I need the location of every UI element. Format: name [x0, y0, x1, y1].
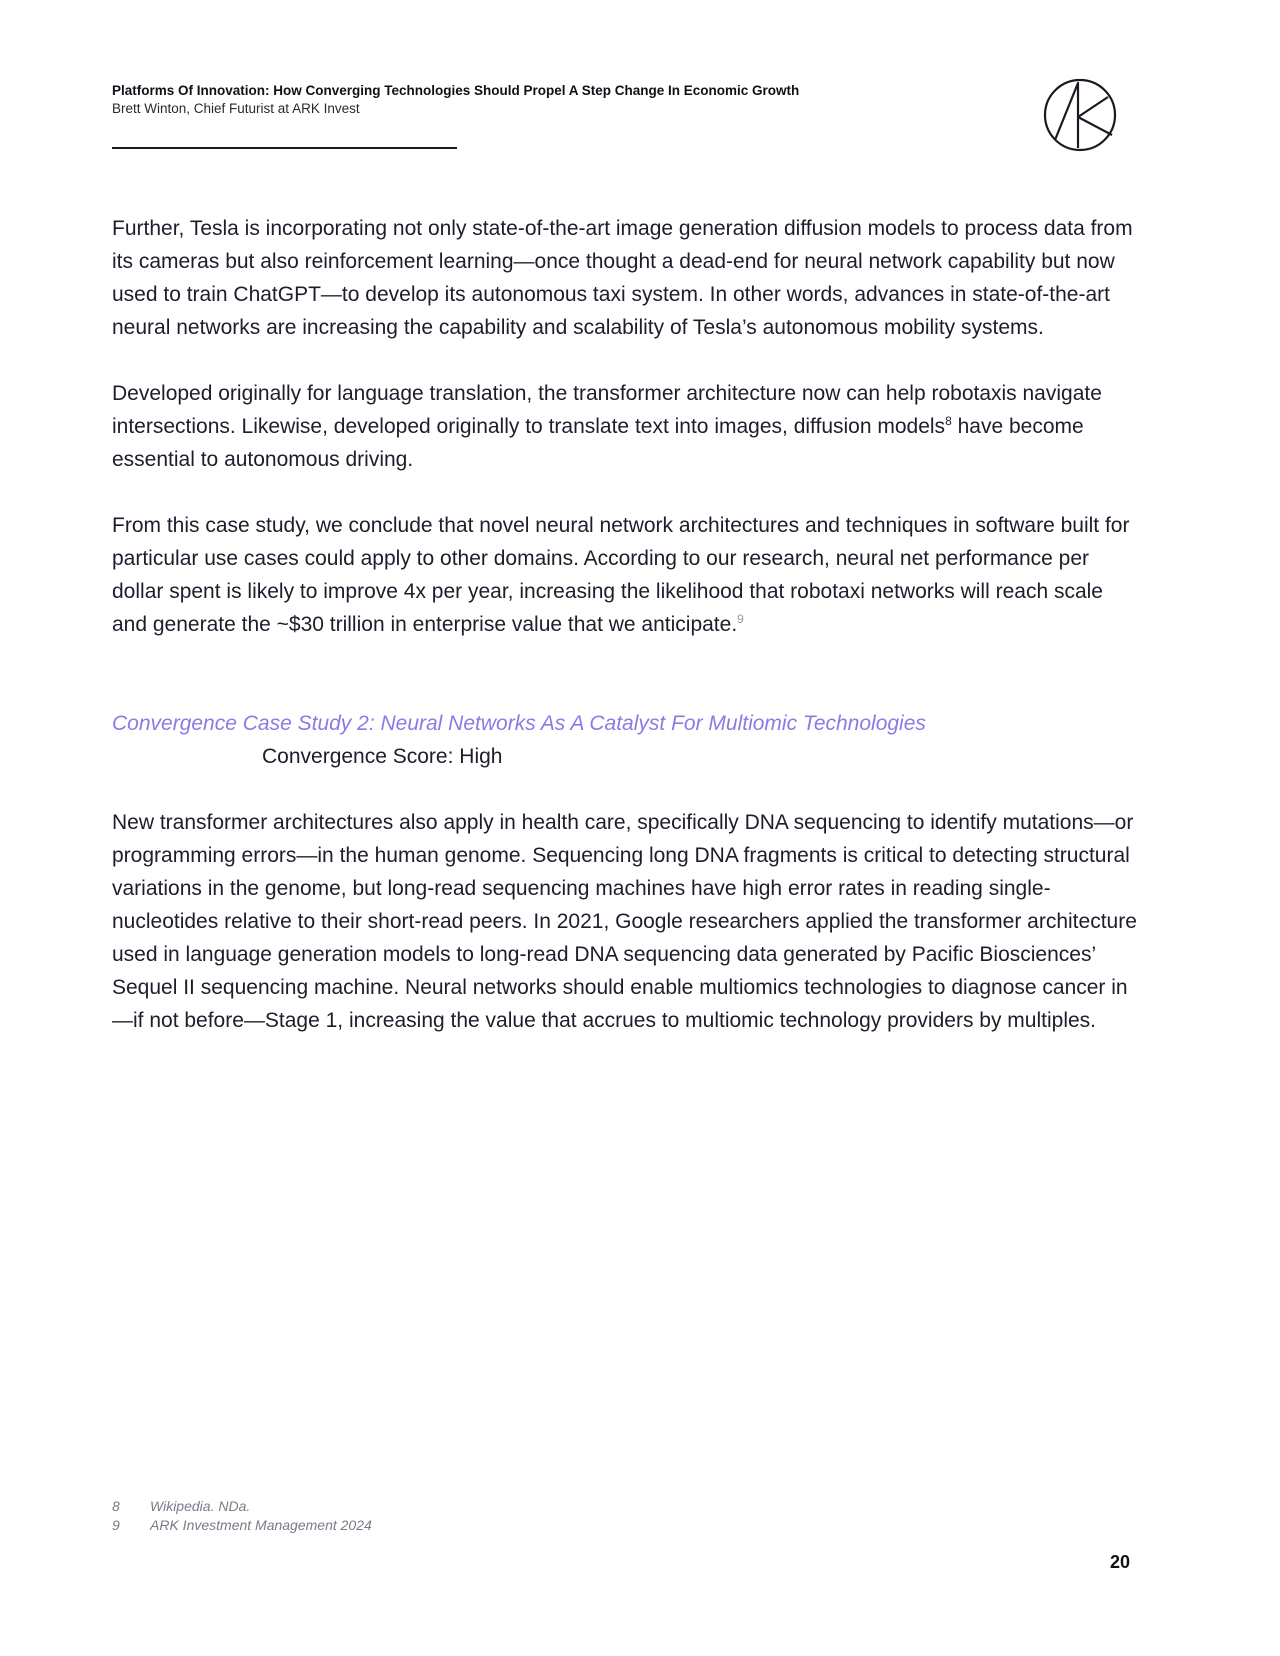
document-title: Platforms Of Innovation: How Converging Technologies Should Propel A Step Change In Economic Growth [112, 83, 800, 98]
paragraph: Further, Tesla is incorporating not only state-of-the-art image generation diffusion models to process data from its cameras but also reinforcement learning—once thought a dead-end for neural network capability but now used to train ChatGPT—to develop its autonomous taxi system. In other words, advances in state-of-the-art neural networks are increasing the capability and scalability of Tesla’s autonomous mobility systems. [112, 217, 1133, 339]
page-number: 20 [1109, 1552, 1130, 1572]
footnote-number: 8 [112, 1498, 120, 1514]
footnote-ref[interactable]: 8 [945, 414, 952, 428]
document-author: Brett Winton, Chief Futurist at ARK Invest [112, 101, 360, 116]
document-body [112, 212, 1142, 1070]
footnote-number: 9 [112, 1517, 120, 1533]
paragraph: From this case study, we conclude that novel neural network architectures and techniques in software built for particular use cases could apply to other domains. According to our research, neural net performance per dollar spent is likely to improve 4x per year, increasing the likelihood that robotaxi networks will reach scale and generate the ~$30 trillion in enterprise value that we anticipate.$^9$ [112, 514, 1130, 636]
header-divider [112, 147, 457, 149]
document-header [112, 82, 932, 118]
footnote [112, 1516, 372, 1535]
paragraph: Developed originally for language translation, the transformer architecture now can help robotaxis navigate intersections. Likewise, developed originally to translate text into images, diffusion models$^8$ have become essential to autonomous driving. [112, 382, 1102, 471]
footnotes [112, 1497, 372, 1535]
footnote [112, 1497, 372, 1516]
footnote-text: Wikipedia. NDa. [150, 1498, 251, 1514]
convergence-score: Convergence Score: High [262, 745, 503, 768]
paragraph: New transformer architectures also apply in health care, specifically DNA sequencing to identify mutations—or programming errors—in the human genome. Sequencing long DNA fragments is critical to detecting structural variations in the genome, but long-read sequencing machines have high error rates in reading single-nucleotides relative to their short-read peers. In 2021, Google researchers applied the transformer architecture used in language generation models to long-read DNA sequencing data generated by Pacific Biosciences’ Sequel II sequencing machine. Neural networks should enable multiomics technologies to diagnose cancer in—if not before—Stage 1, increasing the value that accrues to multiomic technology providers by multiples. [112, 811, 1137, 1032]
footnote-text: ARK Investment Management 2024 [150, 1517, 372, 1533]
footnote-ref[interactable]: 9 [737, 612, 744, 626]
ark-logo-icon [1042, 77, 1118, 153]
case-study-heading: Convergence Case Study 2: Neural Networks As A Catalyst For Multiomic Technologies [112, 712, 926, 735]
